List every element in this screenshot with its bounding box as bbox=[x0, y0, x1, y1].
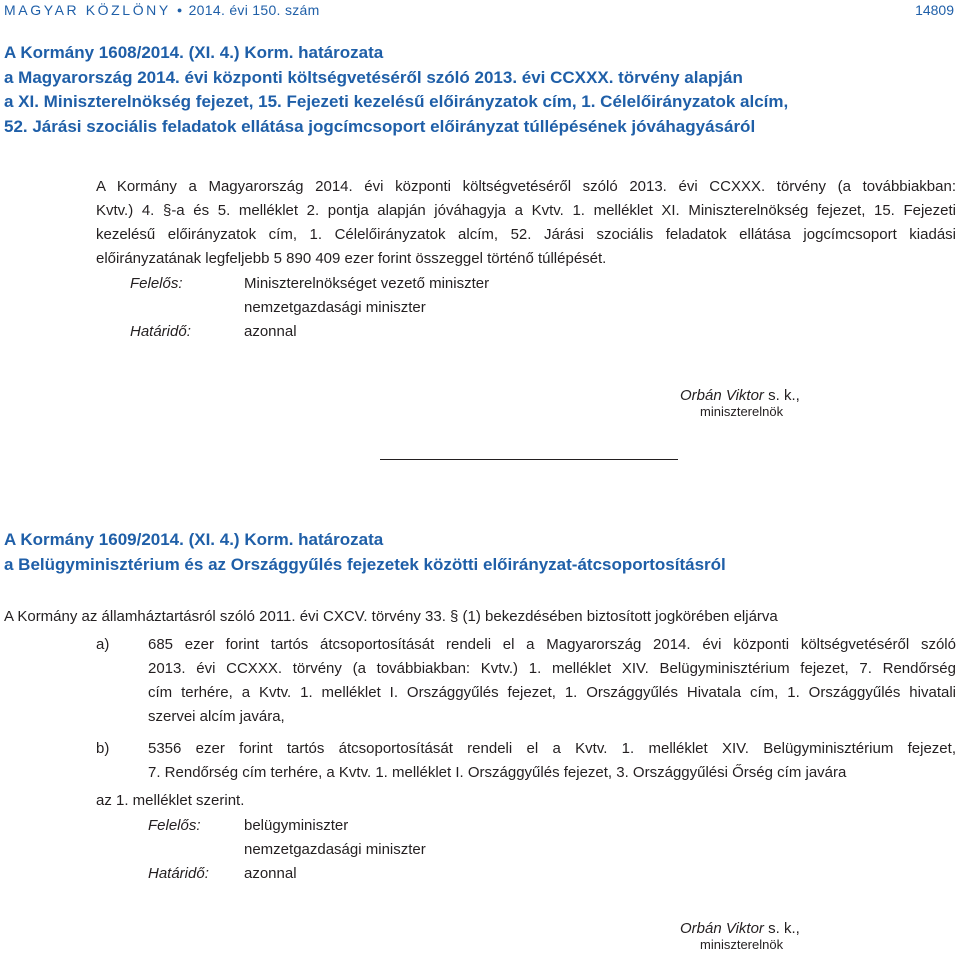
item-line: 2013. évi CCXXX. törvény (a továbbiakban: Kvtv.) 1. melléklet XIV. Belügyminisztérium fejezet, 7. Rendőrség bbox=[148, 660, 956, 677]
decision2-responsible-1: belügyminiszter bbox=[244, 817, 349, 834]
item-line: 685 ezer forint tartós átcsoportosítását rendeli el a Magyarország 2014. évi központi költségvetéséről szóló bbox=[148, 636, 956, 653]
decision2-deadline: azonnal bbox=[244, 865, 297, 882]
page-number: 14809 bbox=[915, 2, 954, 18]
decision2-deadline-label: Határidő: bbox=[148, 865, 209, 882]
item-b-marker: b) bbox=[96, 740, 110, 757]
decision2-responsible-label: Felelős: bbox=[148, 817, 201, 834]
decision1-title-line: A Kormány 1608/2014. (XI. 4.) Korm. határozata bbox=[4, 43, 384, 62]
decision1-body bbox=[96, 175, 956, 271]
item-a-text bbox=[148, 633, 956, 729]
decision1-title-line: 52. Járási szociális feladatok ellátása jogcímcsoport előirányzat túllépésének jóváhagyásáról bbox=[4, 116, 756, 136]
decision1-title-line: a XI. Miniszterelnökség fejezet, 15. Fejezeti kezelésű előirányzatok cím, 1. Célelőirányzatok alcím, bbox=[4, 92, 789, 111]
running-header bbox=[4, 2, 320, 18]
decision1-title bbox=[4, 41, 788, 139]
decision2-signature-title: miniszterelnök bbox=[700, 937, 784, 952]
signature-suffix: s. k., bbox=[763, 387, 800, 404]
section-divider bbox=[380, 459, 678, 460]
signature-name: Orbán Viktor bbox=[680, 387, 764, 404]
decision2-title-line: a Belügyminisztérium és az Országgyűlés fejezetek közötti előirányzat-átcsoportosításról bbox=[4, 554, 726, 574]
item-a-marker: a) bbox=[96, 636, 110, 653]
body-line: A Kormány a Magyarország 2014. évi központi költségvetéséről szóló 2013. évi CCXXX. törvény (a továbbiakban: bbox=[96, 178, 956, 195]
decision2-title-line: A Kormány 1609/2014. (XI. 4.) Korm. határozata bbox=[4, 530, 384, 549]
item-line: 5356 ezer forint tartós átcsoportosítását rendeli el a Kvtv. 1. melléklet XIV. Belügyminisztérium fejezet, bbox=[148, 740, 956, 757]
issue-number: 2014. évi 150. szám bbox=[188, 2, 320, 18]
decision2-intro: A Kormány az államháztartásról szóló 2011. évi CXCV. törvény 33. § (1) bekezdésében biztosított jogkörében eljárva bbox=[4, 608, 778, 625]
bullet-separator: ● bbox=[176, 5, 183, 15]
item-line: szervei alcím javára, bbox=[148, 708, 285, 725]
body-line: Kvtv.) 4. §-a és 5. melléklet 2. pontja alapján jóváhagyja a Kvtv. 1. melléklet XI. Miniszterelnökség fejezet, 15. Fejezeti bbox=[96, 202, 956, 219]
signature-name: Orbán Viktor bbox=[680, 920, 764, 937]
decision1-responsible-label: Felelős: bbox=[130, 275, 183, 292]
body-line: előirányzatának legfeljebb 5 890 409 ezer forint összeggel történő túllépését. bbox=[96, 250, 607, 267]
body-line: kezelésű előirányzatok cím, 1. Célelőirányzatok alcím, 52. Járási szociális feladatok ellátása jogcímcsoport kiadási bbox=[96, 226, 956, 243]
signature-suffix: s. k., bbox=[763, 920, 800, 937]
decision2-closing: az 1. melléklet szerint. bbox=[96, 792, 245, 809]
publication-name: MAGYAR KÖZLÖNY bbox=[4, 2, 171, 18]
decision2-responsible-2: nemzetgazdasági miniszter bbox=[244, 841, 426, 858]
decision2-title bbox=[4, 528, 726, 577]
decision1-signature-title: miniszterelnök bbox=[700, 404, 784, 419]
decision1-deadline-label: Határidő: bbox=[130, 323, 191, 340]
item-b-text bbox=[148, 737, 956, 785]
decision1-title-line: a Magyarország 2014. évi központi költségvetéséről szóló 2013. évi CCXXX. törvény alapján bbox=[4, 67, 743, 87]
decision1-deadline: azonnal bbox=[244, 323, 297, 340]
item-line: 7. Rendőrség cím terhére, a Kvtv. 1. melléklet I. Országgyűlés fejezet, 3. Országgyűlési Őrség cím javára bbox=[148, 764, 847, 781]
item-line: cím terhére, a Kvtv. 1. melléklet I. Országgyűlés fejezet, 1. Országgyűlés Hivatala cím, 1. Országgyűlés hivatali bbox=[148, 684, 956, 701]
decision1-responsible-2: nemzetgazdasági miniszter bbox=[244, 299, 426, 316]
decision1-responsible-1: Miniszterelnökséget vezető miniszter bbox=[244, 275, 490, 292]
